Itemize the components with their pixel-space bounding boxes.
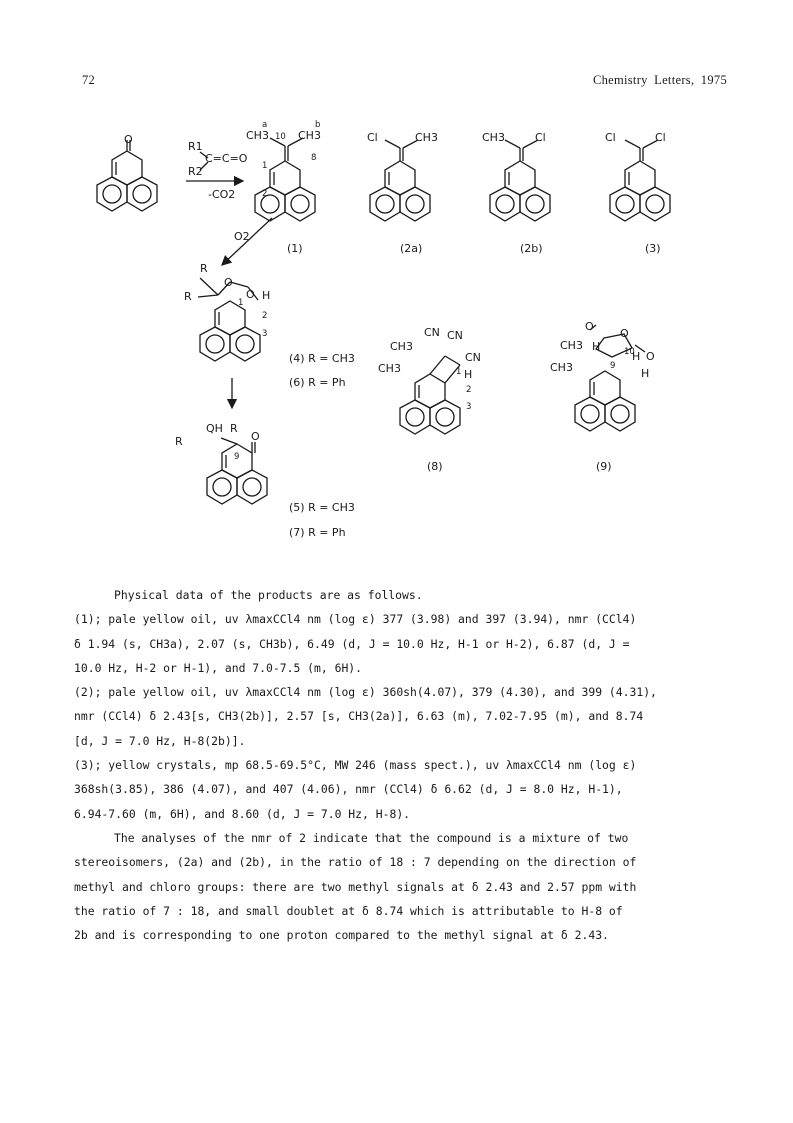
svg-text:H: H	[592, 340, 601, 353]
svg-text:9: 9	[610, 361, 616, 371]
svg-text:C=C=O: C=C=O	[205, 152, 248, 165]
svg-text:-CO2: -CO2	[208, 188, 236, 201]
svg-text:9: 9	[234, 452, 240, 462]
svg-text:CH3: CH3	[415, 131, 438, 144]
label-compound-4: (4) R = CH3	[289, 352, 355, 365]
svg-text:10: 10	[624, 347, 635, 357]
analysis-line-1: The analyses of the nmr of 2 indicate that the compound is a mixture of two	[114, 830, 629, 845]
svg-text:CH3: CH3	[390, 340, 413, 353]
svg-text:O: O	[224, 276, 233, 289]
svg-text:CN: CN	[447, 329, 463, 342]
data-2-line-3: [d, J = 7.0 Hz, H-8(2b)].	[74, 733, 246, 748]
svg-text:O: O	[124, 133, 133, 146]
svg-text:CN: CN	[424, 326, 440, 339]
compound-2b-structure	[482, 131, 550, 255]
ketene-reagent	[186, 140, 248, 201]
journal-title: Chemistry Letters, 1975	[592, 73, 727, 87]
compound-5-7-structure	[175, 422, 355, 539]
svg-text:3: 3	[262, 329, 268, 339]
svg-text:R2: R2	[188, 165, 203, 178]
label-compound-7: (7) R = Ph	[289, 526, 346, 539]
data-2-line-2: nmr (CCl4) δ 2.43[s, CH3(2b)], 2.57 [s, CH3(2a)], 6.63 (m), 7.02-7.95 (m), and 8.74	[74, 709, 644, 724]
analysis-line-2: stereoisomers, (2a) and (2b), in the ratio of 18 : 7 depending on the direction of	[74, 855, 637, 870]
svg-text:CH3: CH3	[298, 129, 321, 142]
svg-text:H: H	[632, 350, 641, 363]
svg-text:H: H	[641, 367, 650, 380]
label-compound-1: (1)	[287, 242, 303, 255]
svg-text:O: O	[585, 320, 594, 333]
svg-text:3: 3	[466, 402, 472, 412]
svg-text:Cl: Cl	[655, 131, 666, 144]
label-compound-5: (5) R = CH3	[289, 501, 355, 514]
data-3-line-3: 6.94-7.60 (m, 6H), and 8.60 (d, J = 7.0 Hz, H-8).	[74, 806, 411, 821]
page-number: 72	[82, 73, 96, 87]
label-compound-3: (3)	[645, 242, 661, 255]
compound-4-6-structure	[184, 262, 355, 389]
svg-text:CH3: CH3	[482, 131, 505, 144]
intro-line: Physical data of the products are as follows.	[114, 588, 423, 602]
svg-text:R: R	[175, 435, 183, 448]
compound-2a-structure	[367, 131, 438, 255]
analysis-line-3: methyl and chloro groups: there are two methyl signals at δ 2.43 and 2.57 ppm with	[74, 879, 637, 894]
label-compound-6: (6) R = Ph	[289, 376, 346, 389]
svg-text:R: R	[200, 262, 208, 275]
svg-text:CH3: CH3	[550, 361, 573, 374]
data-1-line-2: δ 1.94 (s, CH3a), 2.07 (s, CH3b), 6.49 (d, J = 10.0 Hz, H-1 or H-2), 6.87 (d, J =	[74, 636, 630, 651]
compound-3-structure	[605, 131, 670, 255]
data-2-line-1: (2); pale yellow oil, uv λmaxCCl4 nm (log ε) 360sh(4.07), 379 (4.30), and 399 (4.31),	[74, 685, 657, 700]
svg-text:b: b	[315, 120, 321, 130]
compound-1-structure	[246, 120, 321, 255]
reaction-scheme	[0, 0, 793, 560]
svg-text:Cl: Cl	[367, 131, 378, 144]
svg-text:H: H	[262, 289, 271, 302]
svg-text:R: R	[230, 422, 238, 435]
svg-text:O: O	[646, 350, 655, 363]
svg-text:CH3: CH3	[246, 129, 269, 142]
svg-text:Cl: Cl	[605, 131, 616, 144]
svg-text:a: a	[262, 120, 268, 130]
svg-text:CN: CN	[465, 351, 481, 364]
svg-text:1: 1	[238, 298, 244, 308]
phenalenone-structure	[97, 133, 157, 211]
data-3-line-2: 368sh(3.85), 386 (4.07), and 407 (4.06), nmr (CCl4) δ 6.62 (d, J = 8.0 Hz, H-1),	[74, 782, 623, 797]
svg-text:O: O	[251, 430, 260, 443]
svg-text:R1: R1	[188, 140, 203, 153]
oxygen-arrow	[222, 218, 272, 265]
svg-text:10: 10	[275, 132, 286, 142]
svg-text:8: 8	[311, 153, 317, 163]
svg-text:1: 1	[262, 161, 268, 171]
svg-text:CH3: CH3	[560, 339, 583, 352]
svg-text:2: 2	[466, 385, 472, 395]
svg-text:O: O	[246, 288, 255, 301]
label-compound-2b: (2b)	[520, 242, 543, 255]
svg-text:2: 2	[262, 311, 268, 321]
svg-text:R: R	[184, 290, 192, 303]
analysis-line-4: the ratio of 7 : 18, and small doublet at δ 8.74 which is attributable to H-8 of	[74, 903, 623, 918]
analysis-line-5: 2b and is corresponding to one proton compared to the methyl signal at δ 2.43.	[74, 928, 609, 943]
svg-text:Cl: Cl	[535, 131, 546, 144]
svg-text:2: 2	[262, 189, 268, 199]
label-compound-8: (8)	[427, 460, 443, 473]
label-compound-2a: (2a)	[400, 242, 423, 255]
svg-text:CH3: CH3	[378, 362, 401, 375]
article-body	[74, 583, 734, 947]
svg-text:QH: QH	[206, 422, 223, 435]
data-3-line-1: (3); yellow crystals, mp 68.5-69.5°C, MW 246 (mass spect.), uv λmaxCCl4 nm (log ε)	[74, 758, 637, 773]
svg-text:H: H	[464, 368, 473, 381]
compound-8-structure	[378, 326, 481, 473]
svg-text:O: O	[620, 327, 629, 340]
data-1-line-1: (1); pale yellow oil, uv λmaxCCl4 nm (log ε) 377 (3.98) and 397 (3.94), nmr (CCl4)	[74, 612, 637, 627]
svg-text:1: 1	[456, 367, 462, 377]
label-compound-9: (9)	[596, 460, 612, 473]
compound-9-structure	[550, 320, 655, 473]
svg-text:O2: O2	[234, 230, 250, 243]
data-1-line-3: 10.0 Hz, H-2 or H-1), and 7.0-7.5 (m, 6H).	[74, 660, 363, 675]
